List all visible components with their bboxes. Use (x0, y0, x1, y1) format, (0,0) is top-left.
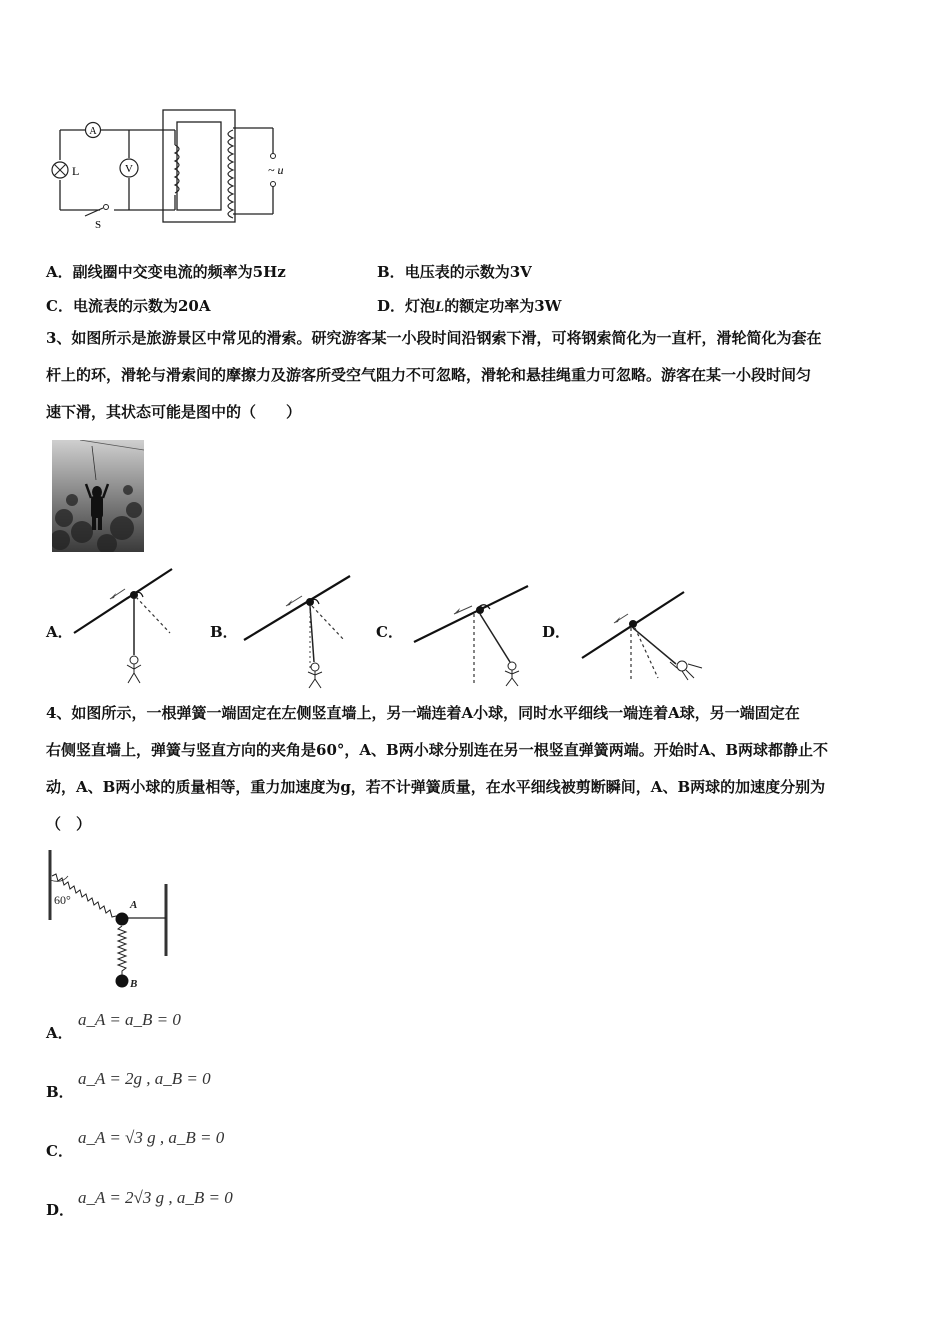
q4-stem (46, 695, 916, 843)
q3-option-c-figure[interactable] (408, 580, 533, 690)
option-text: 电流表的示数为20A (72, 297, 211, 315)
option-symbol: L (435, 299, 445, 315)
option-formula: a_A = 2√3 g , a_B = 0 (78, 1188, 233, 1207)
switch-label: S (95, 219, 102, 231)
zipline-photo (52, 440, 144, 552)
q3-option-b-label[interactable]: B． (210, 623, 238, 641)
option-formula: a_A = √3 g , a_B = 0 (78, 1128, 225, 1147)
spring-ball-figure (44, 848, 174, 993)
stem-line: 3、如图所示是旅游景区中常见的滑索。研究游客某一小段时间沿钢索下滑，可将钢索简化为一直杆，滑轮简化为套在 (46, 329, 822, 347)
stem-line: 动，A、B两小球的质量相等，重力加速度为g，若不计弹簧质量，在水平细线被剪断瞬间，A、B两球的加速度分别为 (46, 778, 826, 796)
transformer-circuit-figure (45, 100, 305, 235)
q3-option-d-figure[interactable] (578, 582, 718, 688)
option-letter: D． (377, 297, 406, 315)
lamp-label: L (72, 164, 80, 178)
source-label: ~ u (268, 163, 284, 177)
q2-option-c[interactable] (46, 295, 210, 316)
q4-option-b-expr[interactable] (78, 1069, 211, 1089)
q4-option-c-label[interactable]: C． (46, 1142, 73, 1160)
q4-option-d-label[interactable]: D． (46, 1201, 75, 1219)
q4-option-a-label[interactable]: A． (46, 1024, 73, 1042)
stem-line: （ ） (46, 815, 92, 833)
terminal-bottom-icon (271, 182, 276, 187)
terminal-top-icon (271, 154, 276, 159)
q2-option-d[interactable] (377, 295, 562, 316)
stem-line: 4、如图所示，一根弹簧一端固定在左侧竖直墙上，另一端连着A小球，同时水平细线一端连着A球，另一端固定在 (46, 704, 800, 722)
q4-option-c-expr[interactable] (78, 1128, 224, 1148)
q3-option-b-figure[interactable] (240, 570, 355, 690)
ball-a (116, 913, 129, 926)
q3-option-a-figure[interactable] (70, 565, 180, 690)
q3-stem (46, 320, 916, 431)
angle-label: 60° (54, 893, 71, 907)
option-letter: A． (46, 263, 73, 281)
q2-option-b[interactable] (377, 261, 532, 282)
q4-option-b-label[interactable]: B． (46, 1083, 74, 1101)
option-letter: C． (46, 297, 73, 315)
option-letter: B． (377, 263, 405, 281)
q4-option-a-expr[interactable] (78, 1010, 181, 1030)
option-text: 电压表的示数为3V (404, 263, 532, 281)
stem-line: 右侧竖直墙上，弹簧与竖直方向的夹角是60°，A、B两小球分别连在另一根竖直弹簧两端。开始时A、B两球都静止不 (46, 741, 829, 759)
stem-line: 杆上的环，滑轮与滑索间的摩擦力及游客所受空气阻力不可忽略，滑轮和悬挂绳重力可忽略。游客在某一小段时间匀 (46, 366, 812, 384)
option-formula: a_A = 2g , a_B = 0 (78, 1069, 211, 1088)
ammeter-label: A (89, 126, 97, 137)
option-text: 的额定功率为3W (444, 297, 562, 315)
lamp-icon (52, 162, 68, 178)
q4-option-d-expr[interactable] (78, 1188, 233, 1208)
q3-option-a-label[interactable]: A． (46, 623, 73, 641)
q2-option-a[interactable] (46, 261, 286, 282)
option-text: 副线圈中交变电流的频率为5Hz (72, 263, 286, 281)
ball-b-label: B (130, 978, 138, 990)
q3-option-d-label[interactable]: D． (542, 623, 571, 641)
ball-b (116, 975, 129, 988)
q3-option-c-label[interactable]: C． (376, 623, 403, 641)
option-formula: a_A = a_B = 0 (78, 1010, 181, 1029)
voltmeter-label: V (125, 163, 133, 175)
option-text: 灯泡 (405, 297, 436, 315)
ball-a-label: A (130, 899, 138, 911)
stem-line: 速下滑，其状态可能是图中的（ ） (46, 403, 302, 421)
vertical-spring (118, 926, 126, 976)
secondary-coil (228, 130, 233, 218)
